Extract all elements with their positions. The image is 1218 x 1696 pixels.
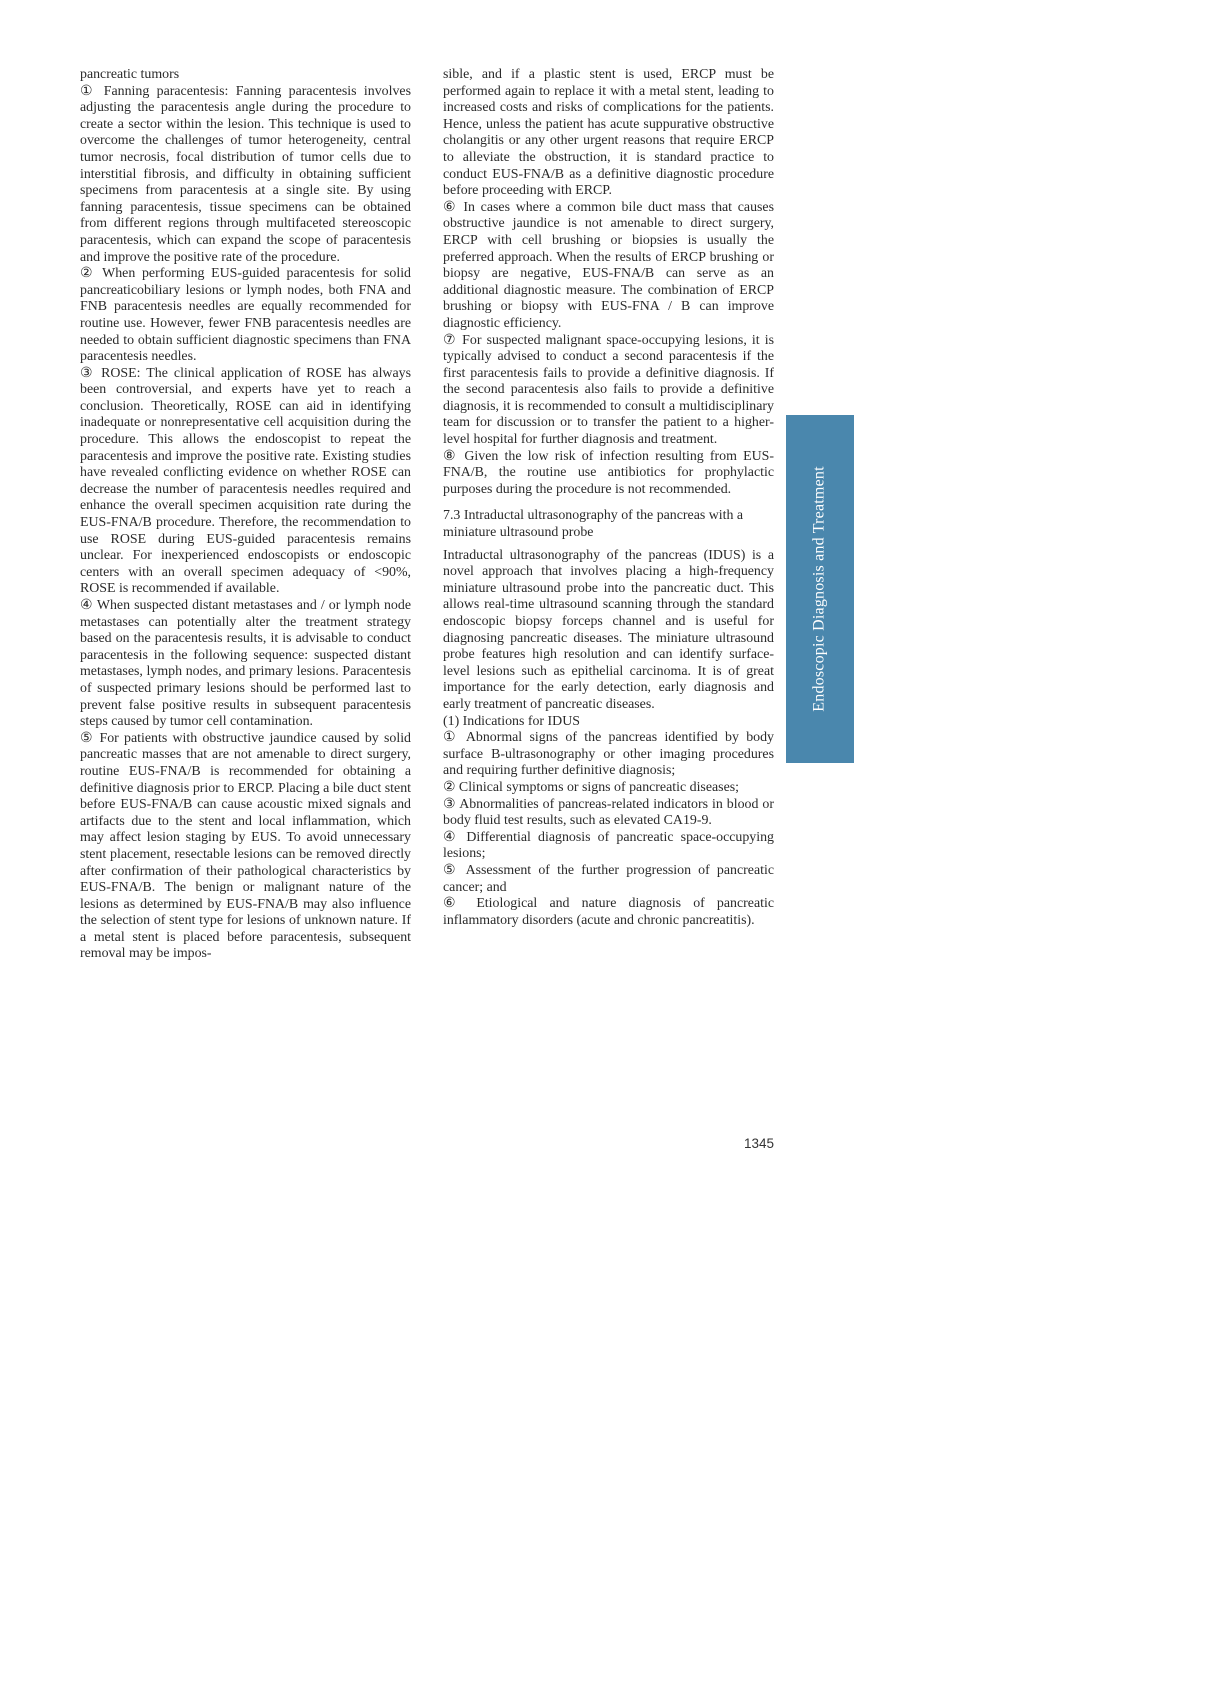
indication-item: ① Abnormal signs of the pancreas identified by body surface B-ultrasonography or other imaging procedures and requiring further definitive diagnosis; (443, 730, 774, 779)
right-column (443, 67, 774, 929)
left-paragraph-1: ① Fanning paracentesis: Fanning paracentesis involves adjusting the paracentesis angle during the procedure to create a sector within the lesion. This technique is used to overcome the challenges of tumor heterogeneity, central tumor necrosis, focal distribution of tumor cells due to interstitial fibrosis, and difficulty in obtaining sufficient specimens from paracentesis at a single site. By using fanning paracentesis, tissue specimens can be obtained from different regions through multifaceted stereoscopic paracentesis, which can expand the scope of paracentesis and improve the positive rate of the procedure. (80, 83, 411, 265)
page-number: 1345 (743, 1136, 774, 1151)
side-section-tab (786, 415, 854, 763)
left-paragraph-3: ③ ROSE: The clinical application of ROSE has always been controversial, and experts have yet to reach a conclusion. Theoretically, ROSE can aid in identifying inadequate or nonrepresentative cell acquisition during the procedure. This allows the endoscopist to repeat the paracentesis and improve the positive rate. Existing studies have revealed conflicting evidence on whether ROSE can decrease the number of paracentesis needles required and enhance the overall specimen acquisition rate during the EUS-FNA/B procedure. Therefore, the recommendation to use ROSE during EUS-guided paracentesis remains unclear. For inexperienced endoscopists or endoscopic centers with an overall specimen adequacy of <90%, ROSE is recommended if available. (80, 365, 411, 597)
indication-item: ⑤ Assessment of the further progression of pancreatic cancer; and (443, 862, 774, 895)
side-tab-label: Endoscopic Diagnosis and Treatment (811, 466, 829, 712)
right-paragraph-3: ⑧ Given the low risk of infection resulting from EUS-FNA/B, the routine use antibiotics for prophylactic purposes during the procedure is not recommended. (443, 448, 774, 497)
indication-item: ④ Differential diagnosis of pancreatic space-occupying lesions; (443, 829, 774, 862)
left-paragraph-0: pancreatic tumors (80, 67, 180, 82)
indications-heading: (1) Indications for IDUS (443, 713, 580, 729)
right-paragraph-0: sible, and if a plastic stent is used, ERCP must be performed again to replace it with a metal stent, leading to increased costs and risks of complications for the patients. Hence, unless the patient has acute suppurative obstructive cholangitis or any other urgent reasons that require ERCP to alleviate the obstruction, it is standard practice to conduct EUS-FNA/B as a definitive diagnostic procedure before proceeding with ERCP. (443, 67, 774, 199)
indication-item: ② Clinical symptoms or signs of pancreatic diseases; (443, 779, 739, 795)
left-paragraph-2: ② When performing EUS-guided paracentesis for solid pancreaticobiliary lesions or lymph nodes, both FNA and FNB paracentesis needles are equally recommended for routine use. However, fewer FNB paracentesis needles are needed to obtain sufficient diagnostic specimens than FNA paracentesis needles. (80, 266, 411, 365)
right-paragraph-4: Intraductal ultrasonography of the pancreas (IDUS) is a novel approach that involves placing a high-frequency miniature ultrasound probe into the pancreatic duct. This allows real-time ultrasound scanning through the standard endoscopic biopsy forceps channel and is useful for diagnosing pancreatic diseases. The miniature ultrasound probe features high resolution and can identify surface-level lesions such as epithelial carcinoma. It is of great importance for the early detection, early diagnosis and early treatment of pancreatic diseases. (443, 547, 774, 712)
left-paragraph-4: ④ When suspected distant metastases and / or lymph node metastases can potentially alter the treatment strategy based on the paracentesis results, it is advisable to conduct paracentesis in the following sequence: suspected distant metastases, lymph nodes, and primary lesions. Paracentesis of suspected primary lesions should be performed last to prevent false positive results in subsequent paracentesis steps caused by tumor cell contamination. (80, 598, 411, 730)
indication-item: ⑥ Etiological and nature diagnosis of pancreatic inflammatory disorders (acute and chronic pancreatitis). (443, 896, 774, 928)
section-heading: 7.3 Intraductal ultrasonography of the pancreas with a miniature ultrasound probe (443, 508, 744, 541)
right-paragraph-1: ⑥ In cases where a common bile duct mass that causes obstructive jaundice is not amenable to direct surgery, ERCP with cell brushing or biopsies is usually the preferred approach. When the results of ERCP brushing or biopsy are negative, EUS-FNA/B can serve as an additional diagnostic measure. The combination of ERCP brushing or biopsy with EUS-FNA / B can improve diagnostic efficiency. (443, 199, 774, 331)
indication-item: ③ Abnormalities of pancreas-related indicators in blood or body fluid test results, such as elevated CA19-9. (443, 796, 774, 829)
left-paragraph-5: ⑤ For patients with obstructive jaundice caused by solid pancreatic masses that are not amenable to direct surgery, routine EUS-FNA/B is recommended for obtaining a definitive diagnosis prior to ERCP. Placing a bile duct stent before EUS-FNA/B can cause acoustic mixed signals and artifacts due to the stent and local inflammation, which may affect lesion staging by EUS. To avoid unnecessary stent placement, resectable lesions can be removed directly after confirmation of their pathological characteristics by EUS-FNA/B. The benign or malignant nature of the lesions as determined by EUS-FNA/B may also influence the selection of stent type for lesions of unknown nature. If a metal stent is placed before paracentesis, subsequent removal may be impos- (80, 730, 411, 962)
left-column (80, 67, 411, 963)
right-paragraph-2: ⑦ For suspected malignant space-occupying lesions, it is typically advised to conduct a second paracentesis if the first paracentesis fails to provide a definitive diagnosis. If the second paracentesis also fails to provide a definitive diagnosis, it is recommended to consult a multidisciplinary team for discussion or to transfer the patient to a higher-level hospital for further diagnosis and treatment. (443, 332, 774, 448)
